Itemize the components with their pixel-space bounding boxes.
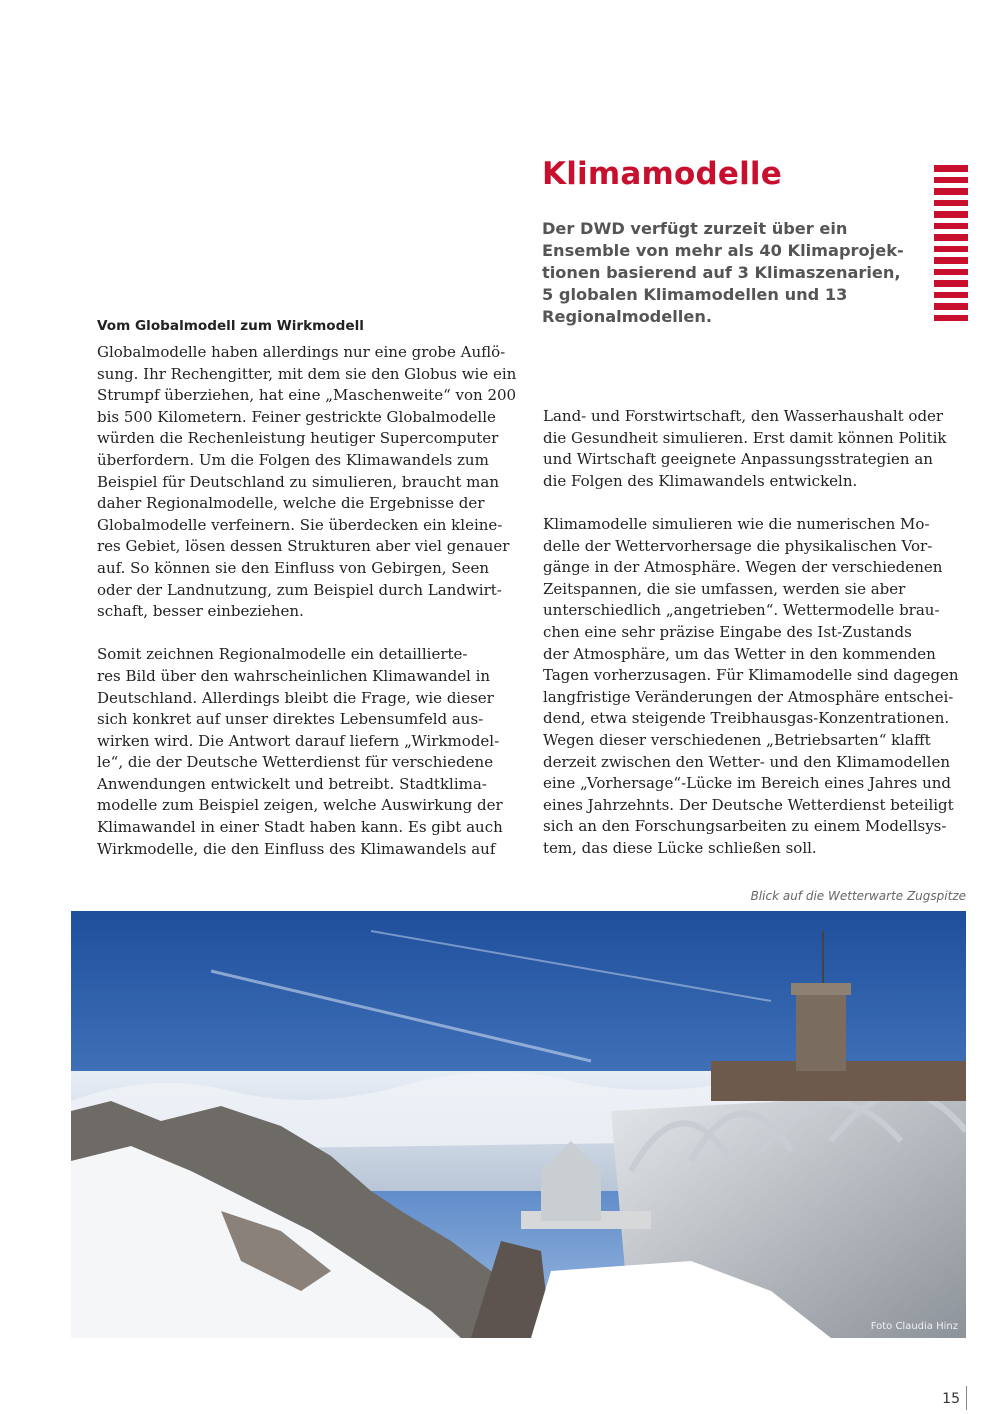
text-line: langfristige Veränderungen der Atmosphäre entschei- — [543, 687, 954, 706]
left-column — [97, 342, 522, 860]
text-line: Wirkmodelle, die den Einfluss des Klimawandels auf — [97, 839, 496, 858]
intro-line: tionen basierend auf 3 Klimaszenarien, — [542, 263, 901, 282]
text-line: le“, die der Deutsche Wetterdienst für verschiedene — [97, 753, 494, 772]
text-line: die Folgen des Klimawandels entwickeln. — [543, 471, 858, 490]
text-line: bis 500 Kilometern. Feiner gestrickte Globalmodelle — [97, 407, 496, 426]
page-number-divider — [966, 1386, 967, 1410]
paragraph — [97, 644, 522, 860]
tower-top — [791, 983, 851, 995]
text-line: tem, das diese Lücke schließen soll. — [543, 838, 817, 857]
photo-caption: Blick auf die Wetterwarte Zugspitze — [750, 889, 966, 903]
text-line: dend, etwa steigende Treibhausgas-Konzentrationen. — [543, 709, 950, 728]
paragraph — [543, 514, 963, 860]
text-line: der Atmosphäre, um das Wetter in den kommenden — [543, 644, 936, 663]
text-line: Anwendungen entwickelt und betreibt. Stadtklima- — [97, 774, 487, 793]
text-line: und Wirtschaft geeignete Anpassungsstrategien an — [543, 450, 933, 469]
text-line: Beispiel für Deutschland zu simulieren, braucht man — [97, 472, 499, 491]
text-line: unterschiedlich „angetrieben“. Wettermodelle brau- — [543, 601, 940, 620]
text-line: sich konkret auf unser direktes Lebensumfeld aus- — [97, 710, 484, 729]
text-line: würden die Rechenleistung heutiger Supercomputer — [97, 429, 499, 448]
decorative-stripes — [934, 165, 968, 326]
text-line: wirken wird. Die Antwort darauf liefern „Wirkmodel- — [97, 731, 500, 750]
text-line: sich an den Forschungsarbeiten zu einem Modellsys- — [543, 817, 947, 836]
text-line: die Gesundheit simulieren. Erst damit können Politik — [543, 428, 947, 447]
text-line: daher Regionalmodelle, welche die Ergebnisse der — [97, 494, 485, 513]
text-line: Globalmodelle verfeinern. Sie überdecken ein kleine- — [97, 515, 503, 534]
section-subheading: Vom Globalmodell zum Wirkmodell — [97, 318, 364, 334]
text-line: Globalmodelle haben allerdings nur eine grobe Auflö- — [97, 343, 506, 361]
page-number: 15 — [942, 1391, 960, 1407]
paragraph — [97, 342, 522, 623]
intro-line: Regionalmodellen. — [542, 307, 713, 326]
zugspitze-photo — [71, 911, 966, 1338]
text-line: Tagen vorherzusagen. Für Klimamodelle sind dagegen — [543, 666, 959, 685]
text-line: Somit zeichnen Regionalmodelle ein detaillierte- — [97, 645, 468, 664]
page-title: Klimamodelle — [542, 156, 782, 192]
text-line: eine „Vorhersage“-Lücke im Bereich eines Jahres und — [543, 774, 952, 793]
text-line: chen eine sehr präzise Eingabe des Ist-Zustands — [543, 622, 912, 641]
text-line: Zeitspannen, die sie umfassen, werden sie aber — [543, 579, 906, 598]
paragraph — [543, 406, 963, 492]
text-line: Klimamodelle simulieren wie die numerischen Mo- — [543, 514, 930, 533]
text-line: Land- und Forstwirtschaft, den Wasserhaushalt oder — [543, 407, 944, 425]
observatory-tower — [796, 991, 846, 1071]
text-line: modelle zum Beispiel zeigen, welche Auswirkung der — [97, 796, 503, 815]
intro-line: Ensemble von mehr als 40 Klimaprojek- — [542, 241, 904, 260]
intro-text — [542, 218, 937, 328]
text-line: res Bild über den wahrscheinlichen Klimawandel in — [97, 666, 491, 685]
photo-illustration — [71, 911, 966, 1338]
text-line: delle der Wettervorhersage die physikalischen Vor- — [543, 536, 933, 555]
text-line: auf. So können sie den Einfluss von Gebirgen, Seen — [97, 558, 489, 577]
text-line: Deutschland. Allerdings bleibt die Frage, wie dieser — [97, 688, 494, 707]
text-line: eines Jahrzehnts. Der Deutsche Wetterdienst beteiligt — [543, 795, 954, 814]
text-line: Klimawandel in einer Stadt haben kann. Es gibt auch — [97, 818, 503, 837]
text-line: res Gebiet, lösen dessen Strukturen aber viel genauer — [97, 537, 510, 556]
right-column — [543, 406, 963, 859]
text-line: derzeit zwischen den Wetter- und den Klimamodellen — [543, 752, 950, 771]
intro-line: Der DWD verfügt zurzeit über ein — [542, 219, 848, 238]
text-line: Wegen dieser verschiedenen „Betriebsarten“ klafft — [543, 730, 931, 749]
text-line: sung. Ihr Rechengitter, mit dem sie den Globus wie ein — [97, 364, 517, 383]
text-line: schaft, besser einbeziehen. — [97, 602, 304, 621]
text-line: überfordern. Um die Folgen des Klimawandels zum — [97, 450, 489, 469]
text-line: oder der Landnutzung, zum Beispiel durch Landwirt- — [97, 580, 502, 599]
text-line: gänge in der Atmosphäre. Wegen der verschiedenen — [543, 558, 943, 577]
text-line: Strumpf überziehen, hat eine „Maschenweite“ von 200 — [97, 386, 517, 405]
photo-credit: Foto Claudia Hinz — [870, 1321, 958, 1332]
intro-line: 5 globalen Klimamodellen und 13 — [542, 285, 848, 304]
